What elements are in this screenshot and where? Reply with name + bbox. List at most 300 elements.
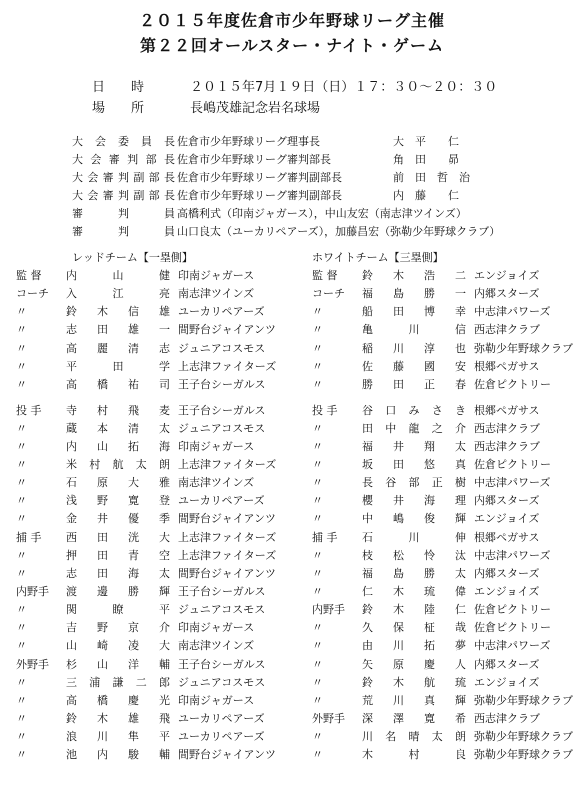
player-name-char: 押 bbox=[66, 548, 77, 562]
white-player-row bbox=[312, 745, 584, 763]
player-role: 〃 bbox=[16, 305, 27, 319]
player-name-char: 清 bbox=[128, 341, 139, 355]
player-team: 根郷ペガサス bbox=[474, 530, 540, 544]
document-title: ２０１５年度佐倉市少年野球リーグ主催 bbox=[138, 11, 445, 30]
official-title-char: 審 bbox=[108, 153, 120, 166]
player-name-char: 嶋 bbox=[393, 512, 404, 526]
player-name-char: 矢 bbox=[362, 657, 373, 671]
player-name-char: 木 bbox=[97, 711, 108, 725]
player-name bbox=[66, 728, 178, 744]
player-name-char: 大 bbox=[159, 530, 170, 544]
red-player-row bbox=[16, 491, 308, 509]
official-name: 内 藤 仁 bbox=[393, 189, 459, 202]
player-name bbox=[66, 438, 178, 454]
date-value: ２０１５年7月１９日（日）１７：３０〜２０：３０ bbox=[190, 80, 498, 95]
white-player-row bbox=[312, 437, 584, 455]
player-name-char: 春 bbox=[455, 377, 466, 391]
player-name bbox=[66, 456, 178, 472]
red-team-heading: レッドチーム【一塁側】 bbox=[72, 251, 193, 264]
player-name bbox=[362, 456, 474, 472]
player-name-char: 淳 bbox=[424, 341, 435, 355]
player-team: ジュニアコスモス bbox=[178, 421, 266, 435]
player-name-char: 稲 bbox=[362, 341, 373, 355]
red-team-roster bbox=[16, 266, 308, 763]
player-name-char: 木 bbox=[362, 748, 373, 762]
player-name-char: 亮 bbox=[159, 287, 170, 301]
player-name-char: 田 bbox=[362, 421, 373, 435]
red-player-row bbox=[16, 473, 308, 491]
player-name bbox=[362, 637, 474, 653]
player-name bbox=[66, 746, 178, 762]
player-name-char: 鈴 bbox=[362, 269, 373, 283]
player-name-char: 偉 bbox=[455, 584, 466, 598]
white-team-roster bbox=[312, 266, 584, 763]
official-row bbox=[72, 132, 572, 150]
player-name-char: 青 bbox=[128, 548, 139, 562]
player-name-char: 琉 bbox=[455, 675, 466, 689]
player-name-char: 郎 bbox=[159, 675, 170, 689]
official-title-char: 会 bbox=[87, 189, 99, 202]
player-name bbox=[362, 358, 474, 374]
player-name-char: 澤 bbox=[393, 711, 404, 725]
player-name-char: 俊 bbox=[424, 512, 435, 526]
red-player-row bbox=[16, 618, 308, 636]
player-role: 〃 bbox=[312, 566, 323, 580]
player-name-char: 内 bbox=[97, 748, 108, 762]
player-name-char: 介 bbox=[455, 421, 466, 435]
player-name-char: 池 bbox=[66, 748, 77, 762]
player-role: 〃 bbox=[312, 377, 323, 391]
player-role: 監 督 bbox=[312, 269, 338, 283]
player-name-char: 山 bbox=[66, 639, 77, 653]
player-name bbox=[66, 692, 178, 708]
player-name-char: 深 bbox=[362, 711, 373, 725]
player-name bbox=[66, 267, 178, 283]
player-role: 捕 手 bbox=[16, 530, 42, 544]
player-name-char: 信 bbox=[455, 323, 466, 337]
player-name-char: 夢 bbox=[455, 639, 466, 653]
player-name bbox=[362, 565, 474, 581]
player-team: 弥勒少年野球クラブ bbox=[474, 341, 573, 355]
player-name-char: 介 bbox=[159, 621, 170, 635]
player-name-char: 佐 bbox=[362, 359, 373, 373]
player-name-char: 人 bbox=[455, 657, 466, 671]
player-team: 西志津クラブ bbox=[474, 439, 540, 453]
player-role: 〃 bbox=[16, 711, 27, 725]
player-name-char: 龍 bbox=[408, 421, 420, 435]
player-name-char: 浦 bbox=[89, 675, 101, 689]
player-name-char: 麗 bbox=[97, 341, 108, 355]
player-name-char: 学 bbox=[159, 359, 170, 373]
red-player-row bbox=[16, 636, 308, 654]
player-name-char: 山 bbox=[97, 657, 108, 671]
official-organization: 佐倉市少年野球リーグ審判副部長 bbox=[177, 189, 342, 202]
player-name-char: み bbox=[408, 403, 420, 417]
player-name-char: 平 bbox=[159, 603, 170, 617]
player-name-char: 太 bbox=[159, 566, 170, 580]
player-name bbox=[66, 420, 178, 436]
player-name-char: 晴 bbox=[408, 730, 420, 744]
player-role: 〃 bbox=[16, 693, 27, 707]
player-name-char: 拓 bbox=[424, 639, 435, 653]
official-title-char: 会 bbox=[87, 171, 99, 184]
player-role: 〃 bbox=[16, 439, 27, 453]
player-team: 南志津ツインズ bbox=[178, 287, 255, 301]
player-name-char: 理 bbox=[455, 494, 466, 508]
player-role: 投 手 bbox=[16, 403, 42, 417]
red-player-row bbox=[16, 564, 308, 582]
player-name-char: 大 bbox=[159, 639, 170, 653]
player-name-char: 邊 bbox=[97, 584, 108, 598]
player-team: 西志津クラブ bbox=[474, 711, 540, 725]
official-title-char: 判 bbox=[118, 207, 129, 220]
player-team: 間野台ジャイアンツ bbox=[178, 566, 277, 580]
player-role: 〃 bbox=[312, 305, 323, 319]
player-name-char: 太 bbox=[431, 730, 443, 744]
date-label: 日 時 bbox=[92, 80, 145, 95]
player-name-char: 島 bbox=[393, 566, 404, 580]
document-subtitle: 第２２回オールスター・ナイト・ゲーム bbox=[139, 36, 445, 55]
player-name-char: 伸 bbox=[455, 530, 466, 544]
player-name-char: 勝 bbox=[362, 377, 373, 391]
official-title-char: 員 bbox=[164, 207, 175, 220]
player-name-char: 幸 bbox=[455, 305, 466, 319]
official-title-char: 長 bbox=[163, 153, 175, 166]
official-row bbox=[72, 186, 572, 204]
player-role: 〃 bbox=[312, 512, 323, 526]
player-team: 根郷ペガサス bbox=[474, 359, 540, 373]
player-name-char: 怜 bbox=[424, 548, 435, 562]
official-title-char: 判 bbox=[117, 189, 129, 202]
player-name bbox=[66, 321, 178, 337]
red-player-row bbox=[16, 375, 308, 393]
player-name-char: 原 bbox=[393, 657, 404, 671]
player-name-char: 祐 bbox=[128, 377, 139, 391]
player-role: 監 督 bbox=[16, 269, 42, 283]
white-player-row bbox=[312, 673, 584, 691]
player-team: エンジョイズ bbox=[474, 675, 540, 689]
official-title-char: 部 bbox=[148, 171, 160, 184]
player-name-char: 京 bbox=[128, 621, 139, 635]
player-name-char: 也 bbox=[455, 341, 466, 355]
player-name-char: 川 bbox=[408, 530, 420, 544]
official-title-char: 副 bbox=[133, 171, 145, 184]
player-role: 〃 bbox=[16, 548, 27, 562]
red-player-row bbox=[16, 691, 308, 709]
player-name-char: 久 bbox=[362, 621, 373, 635]
player-name bbox=[362, 601, 474, 617]
player-name-char: 石 bbox=[362, 530, 373, 544]
player-name bbox=[66, 619, 178, 635]
player-role: 投 手 bbox=[312, 403, 338, 417]
player-name bbox=[66, 510, 178, 526]
player-name-char: 翔 bbox=[424, 439, 435, 453]
player-team: ジュニアコスモス bbox=[178, 603, 266, 617]
player-role: 〃 bbox=[16, 377, 27, 391]
player-role: コーチ bbox=[312, 287, 345, 301]
player-name-char: 慶 bbox=[424, 657, 435, 671]
red-player-row bbox=[16, 455, 308, 473]
white-player-row bbox=[312, 339, 584, 357]
player-name-char: 洋 bbox=[128, 657, 139, 671]
white-player-row bbox=[312, 266, 584, 284]
player-role: コーチ bbox=[16, 287, 49, 301]
player-name-char: 山 bbox=[112, 269, 124, 283]
player-team: 上志津ファイターズ bbox=[178, 548, 277, 562]
player-name-char: 内 bbox=[66, 439, 77, 453]
player-name-char: 野 bbox=[97, 621, 108, 635]
player-name-char: 鈴 bbox=[362, 603, 373, 617]
player-name-char: 渡 bbox=[66, 584, 77, 598]
player-name-char: 登 bbox=[159, 494, 170, 508]
player-team: 弥勒少年野球クラブ bbox=[474, 748, 573, 762]
player-name-char: 樹 bbox=[455, 476, 466, 490]
player-name bbox=[362, 285, 474, 301]
player-role: 〃 bbox=[312, 621, 323, 635]
player-name-char: 口 bbox=[385, 403, 397, 417]
player-role: 〃 bbox=[312, 748, 323, 762]
player-name-char: き bbox=[455, 403, 466, 417]
player-team: 印南ジャガース bbox=[178, 693, 255, 707]
white-player-row bbox=[312, 636, 584, 654]
white-player-row bbox=[312, 527, 584, 545]
player-name-char: 谷 bbox=[385, 476, 397, 490]
player-name-char: 金 bbox=[66, 512, 77, 526]
official-title-char: 判 bbox=[117, 171, 129, 184]
player-name bbox=[362, 529, 474, 545]
player-name-char: 志 bbox=[66, 323, 77, 337]
roster-spacer bbox=[16, 393, 308, 401]
player-name-char: 海 bbox=[424, 494, 435, 508]
player-team: エンジョイズ bbox=[474, 584, 540, 598]
player-name-char: 江 bbox=[112, 287, 124, 301]
white-player-row bbox=[312, 582, 584, 600]
player-team: 内郷スターズ bbox=[474, 494, 540, 508]
player-name bbox=[66, 402, 178, 418]
player-team: 佐倉ピクトリー bbox=[474, 457, 551, 471]
player-role: 〃 bbox=[16, 730, 27, 744]
official-title-char: 副 bbox=[133, 189, 145, 202]
official-title bbox=[72, 133, 175, 149]
player-name bbox=[362, 492, 474, 508]
place-value: 長嶋茂雄記念岩名球場 bbox=[190, 101, 321, 116]
player-name-char: 川 bbox=[393, 341, 404, 355]
player-role: 〃 bbox=[16, 512, 27, 526]
player-team: 印南ジャガース bbox=[178, 621, 255, 635]
official-row bbox=[72, 150, 572, 168]
player-team: 上志津ファイターズ bbox=[178, 359, 277, 373]
official-title-char: 長 bbox=[163, 189, 175, 202]
red-player-row bbox=[16, 266, 308, 284]
player-name-char: 高 bbox=[66, 693, 77, 707]
player-name-char: 志 bbox=[66, 566, 77, 580]
player-team: 佐倉ピクトリー bbox=[474, 621, 551, 635]
player-name-char: 福 bbox=[362, 287, 373, 301]
player-name-char: 名 bbox=[385, 730, 397, 744]
white-player-row bbox=[312, 546, 584, 564]
white-player-row bbox=[312, 455, 584, 473]
player-team: 内郷スターズ bbox=[474, 566, 540, 580]
player-name bbox=[66, 637, 178, 653]
player-name-char: 櫻 bbox=[362, 494, 373, 508]
official-title-char: 会 bbox=[90, 153, 102, 166]
player-role: 〃 bbox=[312, 494, 323, 508]
player-name bbox=[362, 674, 474, 690]
red-player-row bbox=[16, 437, 308, 455]
player-team: 弥勒少年野球クラブ bbox=[474, 693, 573, 707]
player-name-char: 由 bbox=[362, 639, 373, 653]
player-name-char: 良 bbox=[455, 748, 466, 762]
player-name-char: 谷 bbox=[362, 403, 373, 417]
player-team: 南志津ツインズ bbox=[178, 476, 255, 490]
player-name-char: 謙 bbox=[112, 675, 124, 689]
player-name-char: 雄 bbox=[128, 711, 139, 725]
player-name bbox=[362, 438, 474, 454]
player-name bbox=[362, 340, 474, 356]
white-player-row bbox=[312, 618, 584, 636]
player-team: 西志津クラブ bbox=[474, 323, 540, 337]
player-name-char: 寺 bbox=[66, 403, 77, 417]
player-name-char: 松 bbox=[393, 548, 404, 562]
player-name-char: 太 bbox=[455, 566, 466, 580]
player-name-char: 本 bbox=[97, 421, 108, 435]
official-title-char: 委 bbox=[118, 135, 129, 148]
red-player-row bbox=[16, 727, 308, 745]
player-name-char: 慶 bbox=[128, 693, 139, 707]
player-name bbox=[66, 358, 178, 374]
player-name bbox=[66, 340, 178, 356]
player-name-char: 勝 bbox=[128, 584, 139, 598]
player-name-char: 勝 bbox=[424, 287, 435, 301]
white-player-row bbox=[312, 564, 584, 582]
player-name-char: 洸 bbox=[128, 530, 139, 544]
player-name-char: 田 bbox=[97, 323, 108, 337]
player-name-char: 崎 bbox=[97, 639, 108, 653]
player-name-char: 入 bbox=[66, 287, 77, 301]
white-player-row bbox=[312, 473, 584, 491]
official-title bbox=[72, 187, 175, 203]
player-name-char: 瞭 bbox=[112, 603, 124, 617]
player-name-char: 太 bbox=[135, 457, 147, 471]
player-role: 〃 bbox=[312, 341, 323, 355]
official-row bbox=[72, 204, 572, 222]
player-name-char: 朗 bbox=[159, 457, 170, 471]
player-team: 上志津ファイターズ bbox=[178, 530, 277, 544]
player-name-char: 川 bbox=[362, 730, 373, 744]
player-name-char: 部 bbox=[408, 476, 420, 490]
player-name-char: 真 bbox=[455, 457, 466, 471]
player-name-char: 正 bbox=[424, 377, 435, 391]
place-label: 場 所 bbox=[92, 101, 145, 116]
player-team: 弥勒少年野球クラブ bbox=[474, 730, 573, 744]
player-name-char: 坂 bbox=[362, 457, 373, 471]
player-role: 内野手 bbox=[16, 584, 49, 598]
player-role: 〃 bbox=[16, 675, 27, 689]
player-name-char: 輝 bbox=[455, 512, 466, 526]
player-team: 間野台ジャイアンツ bbox=[178, 323, 277, 337]
player-team: 佐倉ピクトリー bbox=[474, 377, 551, 391]
red-player-row bbox=[16, 400, 308, 418]
player-name bbox=[66, 601, 178, 617]
player-name-char: 田 bbox=[97, 548, 108, 562]
player-name-char: 川 bbox=[97, 730, 108, 744]
official-organization: 佐倉市少年野球リーグ審判副部長 bbox=[177, 171, 342, 184]
red-player-row bbox=[16, 357, 308, 375]
player-name-char: 田 bbox=[97, 566, 108, 580]
official-name: 角 田 昴 bbox=[393, 153, 459, 166]
player-role: 〃 bbox=[16, 603, 27, 617]
player-name-char: 悠 bbox=[424, 457, 435, 471]
official-title-char: 員 bbox=[164, 225, 175, 238]
player-team: 上志津ファイターズ bbox=[178, 457, 277, 471]
player-name-char: 汰 bbox=[455, 548, 466, 562]
player-name-char: 枝 bbox=[362, 548, 373, 562]
player-name-char: 寛 bbox=[424, 711, 435, 725]
official-title bbox=[72, 205, 175, 221]
player-name-char: 村 bbox=[89, 457, 101, 471]
player-name-char: 井 bbox=[393, 439, 404, 453]
player-name bbox=[362, 656, 474, 672]
player-role: 〃 bbox=[16, 639, 27, 653]
player-name-char: 中 bbox=[385, 421, 397, 435]
official-title bbox=[72, 169, 175, 185]
player-role: 〃 bbox=[16, 421, 27, 435]
official-title-char: 大 bbox=[72, 189, 83, 202]
player-name-char: 信 bbox=[128, 305, 139, 319]
player-name bbox=[362, 321, 474, 337]
official-name: 前 田 哲 治 bbox=[393, 171, 470, 184]
player-name-char: 原 bbox=[97, 476, 108, 490]
player-team: 中志津パワーズ bbox=[474, 548, 551, 562]
player-name bbox=[362, 267, 474, 283]
white-player-row bbox=[312, 691, 584, 709]
player-team: ユーカリペアーズ bbox=[178, 711, 265, 725]
player-name bbox=[66, 474, 178, 490]
player-name-char: 雅 bbox=[159, 476, 170, 490]
player-name-char: 川 bbox=[393, 693, 404, 707]
player-name bbox=[66, 376, 178, 392]
player-name-char: 飛 bbox=[128, 403, 139, 417]
player-name-char: 之 bbox=[431, 421, 443, 435]
player-team: 根郷ペガサス bbox=[474, 403, 540, 417]
player-name-char: 西 bbox=[66, 530, 77, 544]
official-name: 大 平 仁 bbox=[393, 135, 459, 148]
player-name-char: 米 bbox=[66, 457, 77, 471]
player-name bbox=[66, 492, 178, 508]
player-name-char: 荒 bbox=[362, 693, 373, 707]
official-title-char: 長 bbox=[163, 171, 175, 184]
player-team: 印南ジャガース bbox=[178, 269, 255, 283]
player-role: 〃 bbox=[312, 693, 323, 707]
player-name-char: 鈴 bbox=[66, 711, 77, 725]
player-name-char: 平 bbox=[159, 730, 170, 744]
player-team: ユーカリペアーズ bbox=[178, 305, 265, 319]
player-team: 中志津パワーズ bbox=[474, 639, 551, 653]
player-name-char: 太 bbox=[159, 421, 170, 435]
player-name-char: 麦 bbox=[159, 403, 170, 417]
official-title-char: 審 bbox=[102, 189, 114, 202]
player-team: 中志津パワーズ bbox=[474, 476, 551, 490]
player-name-char: 國 bbox=[424, 359, 435, 373]
player-role: 〃 bbox=[312, 675, 323, 689]
white-player-row bbox=[312, 709, 584, 727]
red-player-row bbox=[16, 302, 308, 320]
player-name-char: 正 bbox=[431, 476, 443, 490]
player-name-char: 福 bbox=[362, 439, 373, 453]
player-name bbox=[362, 547, 474, 563]
official-title bbox=[72, 151, 175, 167]
player-role: 〃 bbox=[16, 457, 27, 471]
